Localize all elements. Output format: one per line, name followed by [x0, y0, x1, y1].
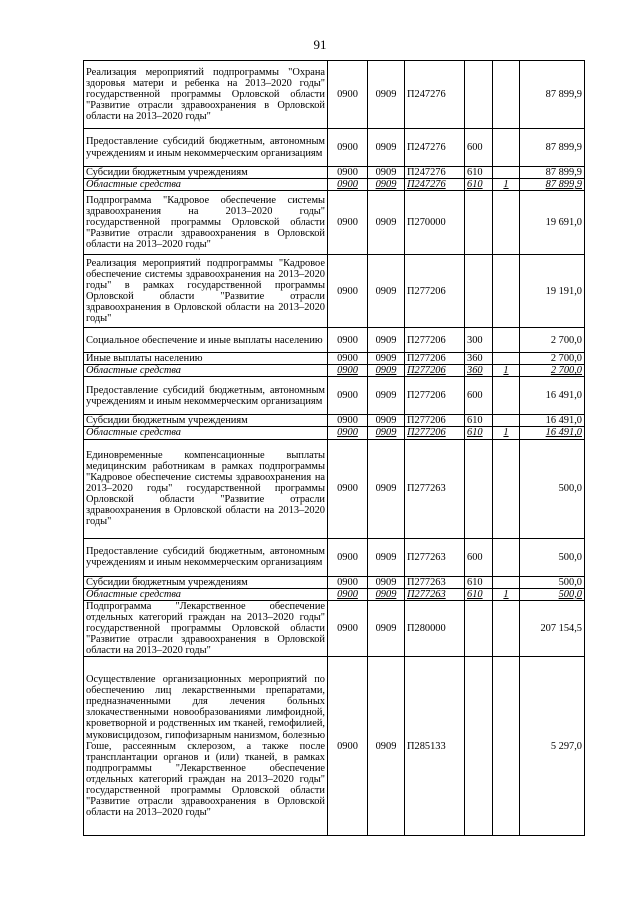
sum-cell: 207 154,5 [520, 600, 585, 656]
ved-cell: 0900 [328, 600, 368, 656]
src-cell [493, 576, 520, 588]
vr-cell: 600 [465, 129, 493, 167]
csr-cell: П247276 [405, 167, 465, 179]
sum-cell: 2 700,0 [520, 328, 585, 353]
rzpr-cell: 0909 [368, 191, 405, 255]
vr-cell [465, 439, 493, 538]
csr-cell: П277206 [405, 377, 465, 415]
name-cell: Предоставление субсидий бюджетным, автономным учреждениям и иным некоммерческим организациям [84, 538, 328, 576]
name-cell: Осуществление организационных мероприятий по обеспечению лиц лекарственными препаратами, предназначенными для лечения больных злокачественными новообразованиями лимфоидной, кроветворной и родственных им тканей, гемофилией, муковисцидозом, гипофизарным нанизмом, болезнью Гоше, рассеянным склерозом, а также после трансплантации органов и (или) тканей, в рамках подпрограммы "Лекарственное обеспечение отдельных категорий граждан на 2013–2020 годы" государственной программы Орловской области "Развитие отрасли здравоохранения в Орловской области на 2013–2020 годы" [84, 657, 328, 836]
vr-cell: 610 [465, 167, 493, 179]
table-row [84, 377, 585, 415]
name-cell: Областные средства [84, 179, 328, 191]
ved-cell: 0900 [328, 328, 368, 353]
table-row [84, 365, 585, 377]
vr-cell: 360 [465, 365, 493, 377]
name-cell: Областные средства [84, 588, 328, 600]
name-cell: Подпрограмма "Кадровое обеспечение системы здравоохранения на 2013–2020 годы" государственной программы Орловской области "Развитие отрасли здравоохранения в Орловской области на 2013–2020 годы" [84, 191, 328, 255]
table-row [84, 353, 585, 365]
name-cell: Предоставление субсидий бюджетным, автономным учреждениям и иным некоммерческим организациям [84, 129, 328, 167]
budget-table [83, 60, 585, 836]
ved-cell: 0900 [328, 167, 368, 179]
csr-cell: П277206 [405, 353, 465, 365]
table-row [84, 328, 585, 353]
table-row [84, 415, 585, 427]
ved-cell: 0900 [328, 415, 368, 427]
ved-cell: 0900 [328, 191, 368, 255]
sum-cell: 19 191,0 [520, 255, 585, 328]
name-cell: Иные выплаты населению [84, 353, 328, 365]
sum-cell: 5 297,0 [520, 657, 585, 836]
name-cell: Реализация мероприятий подпрограммы "Кадровое обеспечение системы здравоохранения на 2013–2020 годы" в рамках государственной программы Орловской области "Развитие отрасли здравоохранения в Орловской области на 2013–2020 годы" [84, 255, 328, 328]
csr-cell: П277263 [405, 439, 465, 538]
sum-cell: 16 491,0 [520, 427, 585, 439]
table-row [84, 439, 585, 538]
csr-cell: П277263 [405, 576, 465, 588]
table-row [84, 538, 585, 576]
csr-cell: П277206 [405, 427, 465, 439]
vr-cell: 360 [465, 353, 493, 365]
src-cell [493, 600, 520, 656]
sum-cell: 19 691,0 [520, 191, 585, 255]
src-cell [493, 415, 520, 427]
table-row [84, 657, 585, 836]
ved-cell: 0900 [328, 427, 368, 439]
src-cell: 1 [493, 179, 520, 191]
name-cell: Социальное обеспечение и иные выплаты населению [84, 328, 328, 353]
csr-cell: П247276 [405, 129, 465, 167]
rzpr-cell: 0909 [368, 167, 405, 179]
sum-cell: 500,0 [520, 588, 585, 600]
csr-cell: П285133 [405, 657, 465, 836]
name-cell: Областные средства [84, 427, 328, 439]
csr-cell: П277206 [405, 328, 465, 353]
sum-cell: 16 491,0 [520, 415, 585, 427]
name-cell: Подпрограмма "Лекарственное обеспечение отдельных категорий граждан на 2013–2020 годы" государственной программы Орловской области "Развитие отрасли здравоохранения в Орловской области на 2013–2020 годы" [84, 600, 328, 656]
csr-cell: П277206 [405, 365, 465, 377]
vr-cell [465, 600, 493, 656]
sum-cell: 87 899,9 [520, 167, 585, 179]
src-cell: 1 [493, 588, 520, 600]
rzpr-cell: 0909 [368, 576, 405, 588]
ved-cell: 0900 [328, 538, 368, 576]
src-cell [493, 255, 520, 328]
rzpr-cell: 0909 [368, 600, 405, 656]
name-cell: Субсидии бюджетным учреждениям [84, 576, 328, 588]
ved-cell: 0900 [328, 576, 368, 588]
src-cell [493, 657, 520, 836]
rzpr-cell: 0909 [368, 427, 405, 439]
page-number: 91 [313, 37, 327, 52]
rzpr-cell: 0909 [368, 365, 405, 377]
csr-cell: П277206 [405, 415, 465, 427]
name-cell: Субсидии бюджетным учреждениям [84, 167, 328, 179]
ved-cell: 0900 [328, 588, 368, 600]
vr-cell [465, 657, 493, 836]
src-cell: 1 [493, 365, 520, 377]
src-cell [493, 538, 520, 576]
csr-cell: П277206 [405, 255, 465, 328]
csr-cell: П247276 [405, 179, 465, 191]
sum-cell: 16 491,0 [520, 377, 585, 415]
csr-cell: П280000 [405, 600, 465, 656]
sum-cell: 500,0 [520, 538, 585, 576]
vr-cell: 600 [465, 377, 493, 415]
csr-cell: П277263 [405, 538, 465, 576]
src-cell [493, 191, 520, 255]
table-row [84, 167, 585, 179]
name-cell: Областные средства [84, 365, 328, 377]
ved-cell: 0900 [328, 179, 368, 191]
sum-cell: 2 700,0 [520, 365, 585, 377]
rzpr-cell: 0909 [368, 439, 405, 538]
vr-cell: 610 [465, 415, 493, 427]
ved-cell: 0900 [328, 365, 368, 377]
rzpr-cell: 0909 [368, 129, 405, 167]
ved-cell: 0900 [328, 255, 368, 328]
vr-cell: 300 [465, 328, 493, 353]
table-row [84, 129, 585, 167]
table-row [84, 255, 585, 328]
vr-cell: 610 [465, 588, 493, 600]
ved-cell: 0900 [328, 377, 368, 415]
rzpr-cell: 0909 [368, 179, 405, 191]
src-cell [493, 61, 520, 129]
ved-cell: 0900 [328, 61, 368, 129]
src-cell [493, 377, 520, 415]
ved-cell: 0900 [328, 353, 368, 365]
csr-cell: П247276 [405, 61, 465, 129]
src-cell [493, 328, 520, 353]
src-cell [493, 167, 520, 179]
name-cell: Предоставление субсидий бюджетным, автономным учреждениям и иным некоммерческим организациям [84, 377, 328, 415]
table-row [84, 588, 585, 600]
rzpr-cell: 0909 [368, 377, 405, 415]
csr-cell: П270000 [405, 191, 465, 255]
vr-cell [465, 255, 493, 328]
name-cell: Субсидии бюджетным учреждениям [84, 415, 328, 427]
rzpr-cell: 0909 [368, 538, 405, 576]
sum-cell: 87 899,9 [520, 129, 585, 167]
ved-cell: 0900 [328, 439, 368, 538]
src-cell [493, 439, 520, 538]
vr-cell: 600 [465, 538, 493, 576]
rzpr-cell: 0909 [368, 415, 405, 427]
table-row [84, 191, 585, 255]
vr-cell [465, 191, 493, 255]
ved-cell: 0900 [328, 657, 368, 836]
src-cell: 1 [493, 427, 520, 439]
src-cell [493, 353, 520, 365]
rzpr-cell: 0909 [368, 328, 405, 353]
vr-cell: 610 [465, 576, 493, 588]
rzpr-cell: 0909 [368, 353, 405, 365]
name-cell: Единовременные компенсационные выплаты медицинским работникам в рамках подпрограммы "Кадровое обеспечение системы здравоохранения на 2013–2020 годы" государственной программы Орловской области "Развитие отрасли здравоохранения в Орловской области на 2013–2020 годы" [84, 439, 328, 538]
name-cell: Реализация мероприятий подпрограммы "Охрана здоровья матери и ребенка на 2013–2020 годы" государственной программы Орловской области "Развитие отрасли здравоохранения в Орловской области на 2013–2020 годы" [84, 61, 328, 129]
csr-cell: П277263 [405, 588, 465, 600]
sum-cell: 500,0 [520, 439, 585, 538]
src-cell [493, 129, 520, 167]
table-row [84, 427, 585, 439]
rzpr-cell: 0909 [368, 255, 405, 328]
ved-cell: 0900 [328, 129, 368, 167]
vr-cell: 610 [465, 427, 493, 439]
table-row [84, 61, 585, 129]
table-row [84, 179, 585, 191]
sum-cell: 2 700,0 [520, 353, 585, 365]
sum-cell: 87 899,9 [520, 61, 585, 129]
rzpr-cell: 0909 [368, 657, 405, 836]
rzpr-cell: 0909 [368, 61, 405, 129]
vr-cell [465, 61, 493, 129]
vr-cell: 610 [465, 179, 493, 191]
table-row [84, 600, 585, 656]
rzpr-cell: 0909 [368, 588, 405, 600]
sum-cell: 500,0 [520, 576, 585, 588]
sum-cell: 87 899,9 [520, 179, 585, 191]
table-row [84, 576, 585, 588]
